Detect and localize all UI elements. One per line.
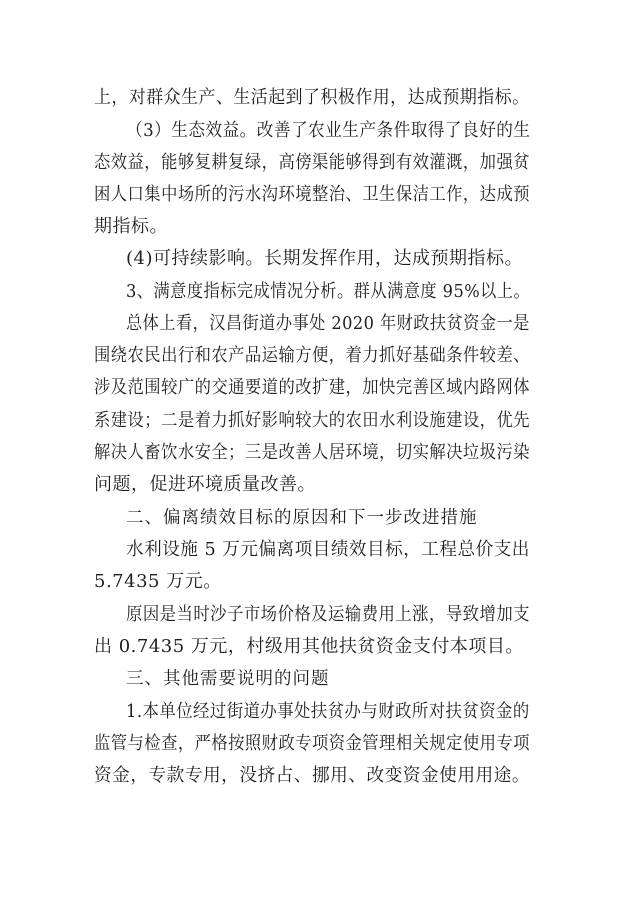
paragraph-line: (4)可持续影响。长期发挥作用，达成预期指标。 bbox=[126, 248, 523, 269]
paragraph-line: 出 0.7435 万元，村级用其他扶贫资金支付本项目。 bbox=[94, 636, 524, 657]
paragraph-line: 上，对群众生产、生活起到了积极作用，达成预期指标。 bbox=[94, 87, 530, 108]
paragraph-line: 资金，专款专用，没挤占、挪用、改变资金使用用途。 bbox=[94, 765, 531, 786]
paragraph-line: 3、满意度指标完成情况分析。群从满意度 95%以上。 bbox=[126, 281, 531, 302]
paragraph-line: 困人口集中场所的污水沟环境整治、卫生保洁工作，达成预 bbox=[94, 184, 530, 205]
paragraph-line: 5.7435 万元。 bbox=[94, 571, 222, 592]
paragraph-line: 总体上看，汉昌街道办事处 2020 年财政扶贫资金一是 bbox=[126, 313, 530, 334]
paragraph-line: 解决人畜饮水安全；三是改善人居环境，切实解决垃圾污染 bbox=[94, 442, 530, 463]
section-heading: 三、其他需要说明的问题 bbox=[126, 669, 330, 689]
paragraph-line: 问题，促进环境质量改善。 bbox=[94, 474, 316, 495]
paragraph-line: （3）生态效益。改善了农业生产条件取得了良好的生 bbox=[126, 120, 531, 141]
paragraph-line: 态效益，能够复耕复绿，高傍渠能够得到有效灌溉，加强贫 bbox=[94, 152, 530, 173]
paragraph-line: 水利设施 5 万元偏离项目绩效目标，工程总价支出 bbox=[126, 539, 530, 560]
paragraph-line: 期指标。 bbox=[94, 216, 168, 237]
paragraph-line: 监管与检查，严格按照财政专项资金管理相关规定使用专项 bbox=[94, 733, 530, 754]
paragraph-line: 1.本单位经过街道办事处扶贫办与财政所对扶贫资金的 bbox=[126, 701, 530, 722]
paragraph-line: 涉及范围较广的交通要道的改扩建，加快完善区域内路网体 bbox=[94, 377, 530, 398]
section-heading: 二、偏离绩效目标的原因和下一步改进措施 bbox=[126, 508, 478, 528]
paragraph-line: 围绕农民出行和农产品运输方便，着力抓好基础条件较差、 bbox=[94, 345, 530, 366]
paragraph-line: 系建设；二是着力抓好影响较大的农田水利设施建设，优先 bbox=[94, 410, 530, 431]
paragraph-line: 原因是当时沙子市场价格及运输费用上涨，导致增加支 bbox=[126, 604, 530, 625]
